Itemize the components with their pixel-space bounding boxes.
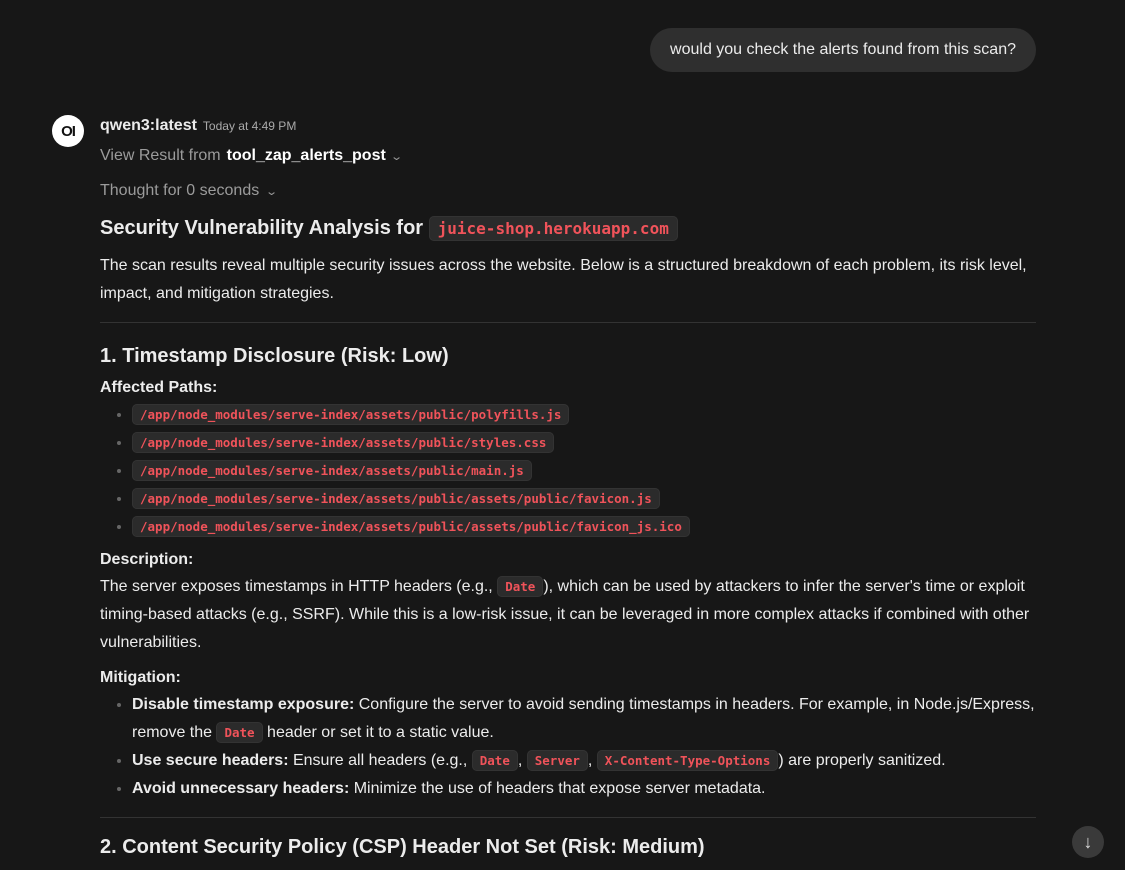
tool-name: tool_zap_alerts_post [226, 147, 386, 164]
text: header or set it to a static value. [262, 724, 494, 741]
thought-label: Thought for 0 seconds [100, 182, 260, 199]
model-name: qwen3:latest [100, 117, 197, 134]
chevron-down-icon: ⌄ [265, 185, 279, 198]
mitigation-list [100, 691, 1036, 803]
inline-code: X-Content-Type-Options [597, 750, 779, 771]
model-avatar: OI [52, 115, 84, 147]
description-label: Description: [100, 551, 194, 568]
path-item [132, 401, 1036, 429]
divider [100, 817, 1036, 818]
chevron-down-icon: ⌄ [389, 150, 403, 163]
inline-code: Server [527, 750, 588, 771]
path-code: /app/node_modules/serve-index/assets/public/main.js [132, 460, 532, 481]
scroll-to-bottom-button[interactable] [1072, 826, 1104, 858]
mitigation-item [132, 747, 1036, 775]
mitigation-item [132, 691, 1036, 747]
mitigation-label: Mitigation: [100, 669, 181, 686]
path-code: /app/node_modules/serve-index/assets/public/styles.css [132, 432, 554, 453]
text: ), which can be used by attackers to infer the server's time or exploit timing-based attacks (e.g., SSRF). While this is a low-risk issue, it can be leveraged in more complex attacks if combined with other vulnerabilities. [100, 578, 1030, 651]
path-item [132, 485, 1036, 513]
text: Configure the server to avoid sending timestamps in headers. For example, in Node.js/Express, remove the [132, 696, 1035, 741]
inline-code: Date [216, 722, 262, 743]
description-paragraph [100, 573, 1036, 657]
intro-paragraph: The scan results reveal multiple security issues across the website. Below is a structured breakdown of each problem, its risk level, impact, and mitigation strategies. [100, 257, 1027, 302]
thought-toggle[interactable] [100, 179, 1036, 203]
arrow-down-icon: ↓ [1083, 831, 1093, 852]
text: Minimize the use of headers that expose server metadata. [349, 780, 766, 797]
text: , [587, 752, 597, 769]
section-2-heading: 2. Content Security Policy (CSP) Header Not Set (Risk: Medium) [100, 836, 705, 858]
path-item [132, 457, 1036, 485]
section-1-heading: 1. Timestamp Disclosure (Risk: Low) [100, 345, 449, 367]
text: The server exposes timestamps in HTTP headers (e.g., [100, 578, 498, 595]
path-code: /app/node_modules/serve-index/assets/public/assets/public/favicon_js.ico [132, 516, 690, 537]
divider [100, 322, 1036, 323]
path-code: /app/node_modules/serve-index/assets/public/polyfills.js [132, 404, 569, 425]
text: Ensure all headers (e.g., [288, 752, 472, 769]
timestamp: Today at 4:49 PM [202, 119, 297, 133]
path-code: /app/node_modules/serve-index/assets/public/assets/public/favicon.js [132, 488, 660, 509]
affected-paths-list [100, 401, 1036, 541]
text: , [517, 752, 527, 769]
inline-code: Date [497, 576, 543, 597]
tool-result-toggle[interactable] [100, 143, 1036, 169]
tool-prefix: View Result from [100, 147, 221, 164]
path-item [132, 513, 1036, 541]
response-title [100, 211, 1036, 246]
title-domain-code: juice-shop.herokuapp.com [429, 216, 678, 241]
bold-text: Avoid unnecessary headers: [132, 780, 350, 797]
affected-paths-label: Affected Paths: [100, 379, 218, 396]
title-text: Security Vulnerability Analysis for [100, 217, 424, 239]
path-item [132, 429, 1036, 457]
user-message: would you check the alerts found from this scan? [650, 28, 1036, 72]
inline-code: Date [472, 750, 518, 771]
text: ) are properly sanitized. [778, 752, 946, 769]
bold-text: Use secure headers: [132, 752, 289, 769]
assistant-message [100, 117, 1036, 862]
mitigation-item [132, 775, 1036, 803]
bold-text: Disable timestamp exposure: [132, 696, 355, 713]
